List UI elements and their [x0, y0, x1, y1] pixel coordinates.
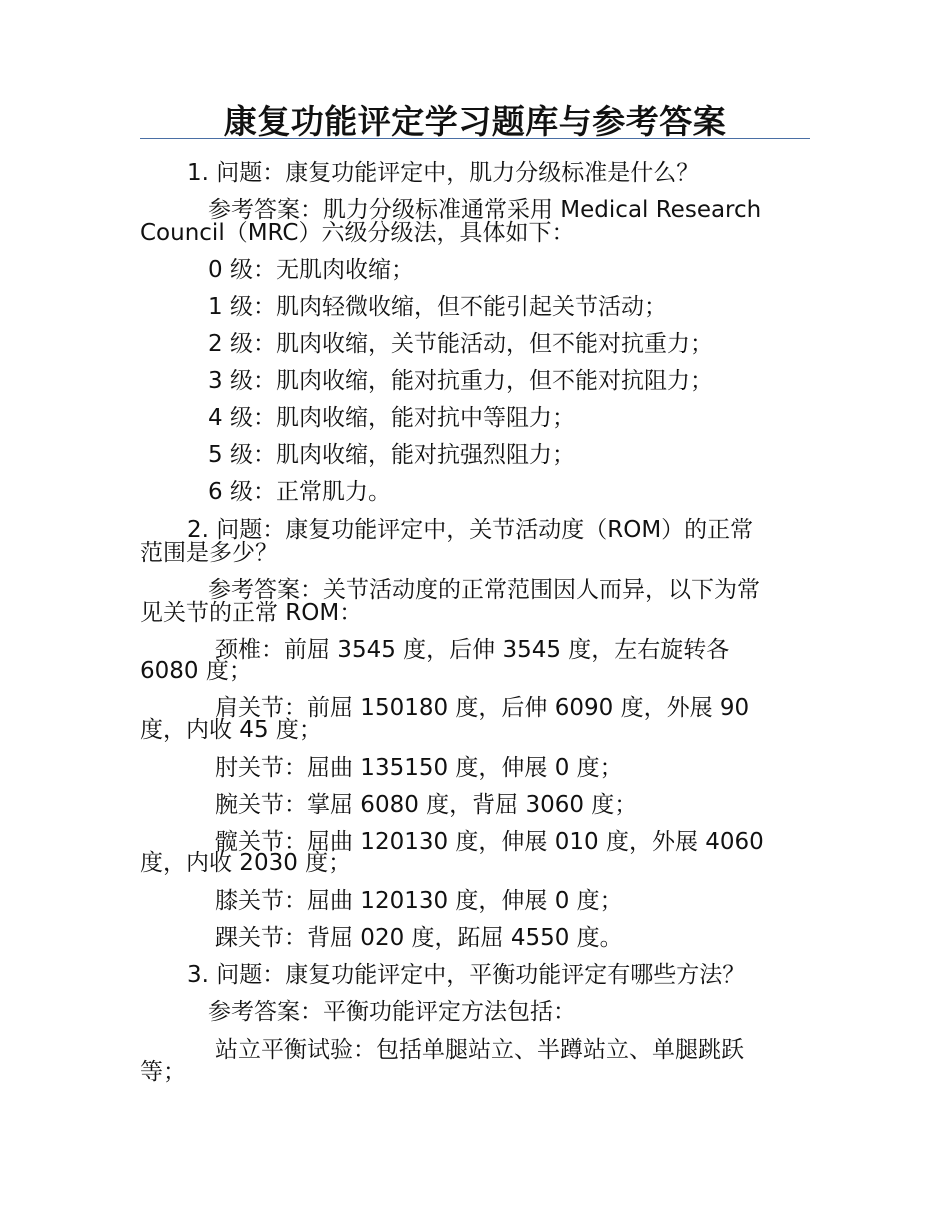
rom-ankle: 踝关节：背屈 020 度，跖屈 4550 度。 [215, 925, 623, 951]
title-underline [140, 138, 810, 139]
grade-1: 1 级：肌肉轻微收缩，但不能引起关节活动； [208, 294, 667, 320]
document-title: 康复功能评定学习题库与参考答案 [223, 102, 727, 141]
rom-elbow: 肘关节：屈曲 135150 度，伸展 0 度； [215, 755, 623, 781]
grade-5: 5 级：肌肉收缩，能对抗强烈阻力； [208, 442, 575, 468]
rom-hip: 髋关节：屈曲 120130 度，伸展 010 度，外展 4060 [215, 829, 764, 855]
question-3: 3. 问题：康复功能评定中，平衡功能评定有哪些方法？ [187, 962, 746, 988]
grade-3: 3 级：肌肉收缩，能对抗重力，但不能对抗阻力； [208, 368, 713, 394]
rom-cervical-cont: 6080 度； [140, 658, 252, 684]
rom-cervical: 颈椎：前屈 3545 度，后伸 3545 度，左右旋转各 [215, 637, 730, 663]
balance-standing-cont: 等； [140, 1059, 186, 1085]
grade-6: 6 级：正常肌力。 [208, 479, 391, 505]
rom-shoulder: 肩关节：前屈 150180 度，后伸 6090 度，外展 90 [215, 695, 750, 721]
question-1: 1. 问题：康复功能评定中，肌力分级标准是什么？ [187, 160, 700, 186]
rom-hip-cont: 度，内收 2030 度； [140, 850, 352, 876]
grade-2: 2 级：肌肉收缩，关节能活动，但不能对抗重力； [208, 331, 713, 357]
answer-2-intro-cont: 见关节的正常 ROM： [140, 600, 363, 626]
question-2-cont: 范围是多少？ [140, 540, 278, 566]
answer-1-intro: 参考答案：肌力分级标准通常采用 Medical Research [208, 197, 762, 223]
rom-shoulder-cont: 度，内收 45 度； [140, 717, 322, 743]
question-2: 2. 问题：康复功能评定中，关节活动度（ROM）的正常 [187, 517, 754, 543]
answer-2-intro: 参考答案：关节活动度的正常范围因人而异，以下为常 [208, 577, 760, 603]
grade-0: 0 级：无肌肉收缩； [208, 257, 414, 283]
answer-1-intro-cont: Council（MRC）六级分级法，具体如下： [140, 220, 575, 246]
rom-wrist: 腕关节：掌屈 6080 度，背屈 3060 度； [215, 792, 638, 818]
grade-4: 4 级：肌肉收缩，能对抗中等阻力； [208, 405, 575, 431]
answer-3-intro: 参考答案：平衡功能评定方法包括： [208, 999, 576, 1025]
balance-standing: 站立平衡试验：包括单腿站立、半蹲站立、单腿跳跃 [215, 1037, 744, 1063]
rom-knee: 膝关节：屈曲 120130 度，伸展 0 度； [215, 888, 623, 914]
